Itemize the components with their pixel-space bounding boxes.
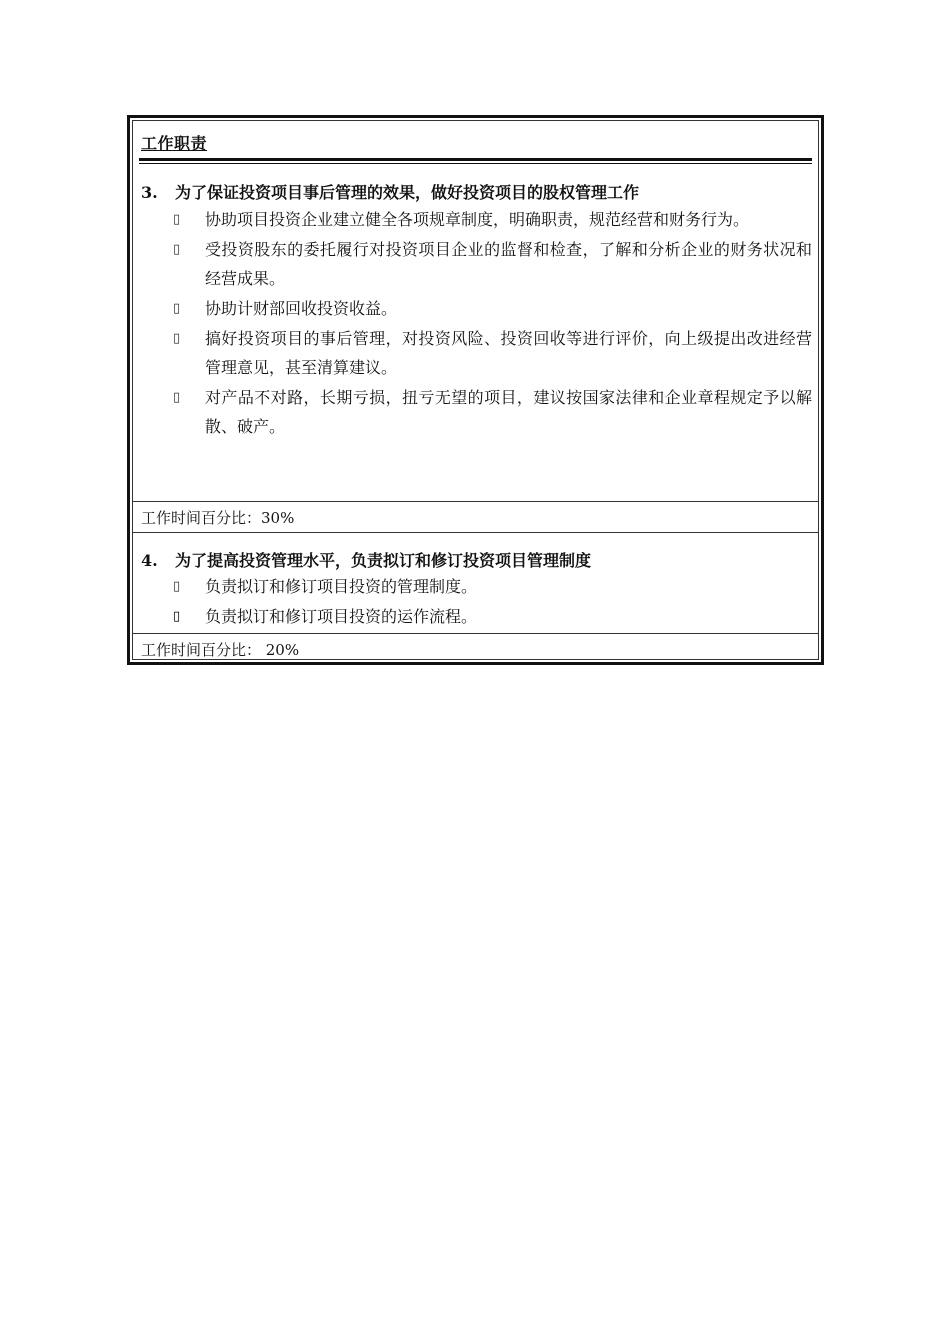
bullet-icon: ▯ xyxy=(173,579,181,594)
section-4-title: 为了提高投资管理水平，负责拟订和修订投资项目管理制度 xyxy=(175,551,592,570)
section-3-item-5 xyxy=(133,383,818,441)
section-4-item-2-text: 负责拟订和修订项目投资的运作流程。 xyxy=(205,607,478,626)
section-4-item-2 xyxy=(133,602,818,631)
section-3-title: 为了保证投资项目事后管理的效果，做好投资项目的股权管理工作 xyxy=(175,183,640,202)
section-3-item-2 xyxy=(133,235,818,293)
section-3-item-3 xyxy=(133,294,818,323)
header-rule-thin xyxy=(139,163,812,164)
row-divider xyxy=(133,501,818,502)
bullet-icon: ▯ xyxy=(173,242,181,257)
bullet-icon: ▯ xyxy=(173,331,181,346)
bullet-icon: ▯ xyxy=(173,212,181,227)
section-3-item-1 xyxy=(133,205,818,234)
table-header-title: 工作职责 xyxy=(141,134,208,153)
section-3-time-percent: 工作时间百分比：30% xyxy=(141,509,295,527)
section-4-time-percent: 工作时间百分比： 20% xyxy=(141,641,300,659)
bullet-icon: ▯ xyxy=(173,609,181,624)
section-3-item-3-text: 协助计财部回收投资收益。 xyxy=(205,299,398,318)
table-header xyxy=(133,121,818,165)
job-duties-table xyxy=(127,115,824,665)
section-3-item-4-text: 搞好投资项目的事后管理，对投资风险、投资回收等进行评价，向上级提出改进经营管理意见，甚至清算建议。 xyxy=(205,329,812,377)
section-4-duty-list xyxy=(133,572,818,632)
job-duties-table-inner xyxy=(132,120,819,660)
section-3-item-5-text: 对产品不对路，长期亏损，扭亏无望的项目，建议按国家法律和企业章程规定予以解散、破产。 xyxy=(205,388,812,436)
section-4-item-1 xyxy=(133,572,818,601)
section-3-item-1-text: 协助项目投资企业建立健全各项规章制度，明确职责，规范经营和财务行为。 xyxy=(205,210,750,229)
section-4-number: 4. xyxy=(141,551,158,570)
bullet-icon: ▯ xyxy=(173,390,181,405)
section-3-number: 3. xyxy=(141,183,158,202)
section-3-heading xyxy=(141,180,639,203)
section-4-item-1-text: 负责拟订和修订项目投资的管理制度。 xyxy=(205,577,478,596)
row-divider xyxy=(133,633,818,634)
section-4-heading xyxy=(141,548,591,571)
section-3-item-2-text: 受投资股东的委托履行对投资项目企业的监督和检查，了解和分析企业的财务状况和经营成果。 xyxy=(205,240,812,288)
section-3-duty-list xyxy=(133,205,818,442)
bullet-icon: ▯ xyxy=(173,301,181,316)
header-rule-thick xyxy=(139,158,812,161)
section-3-item-4 xyxy=(133,324,818,382)
row-divider xyxy=(133,532,818,533)
